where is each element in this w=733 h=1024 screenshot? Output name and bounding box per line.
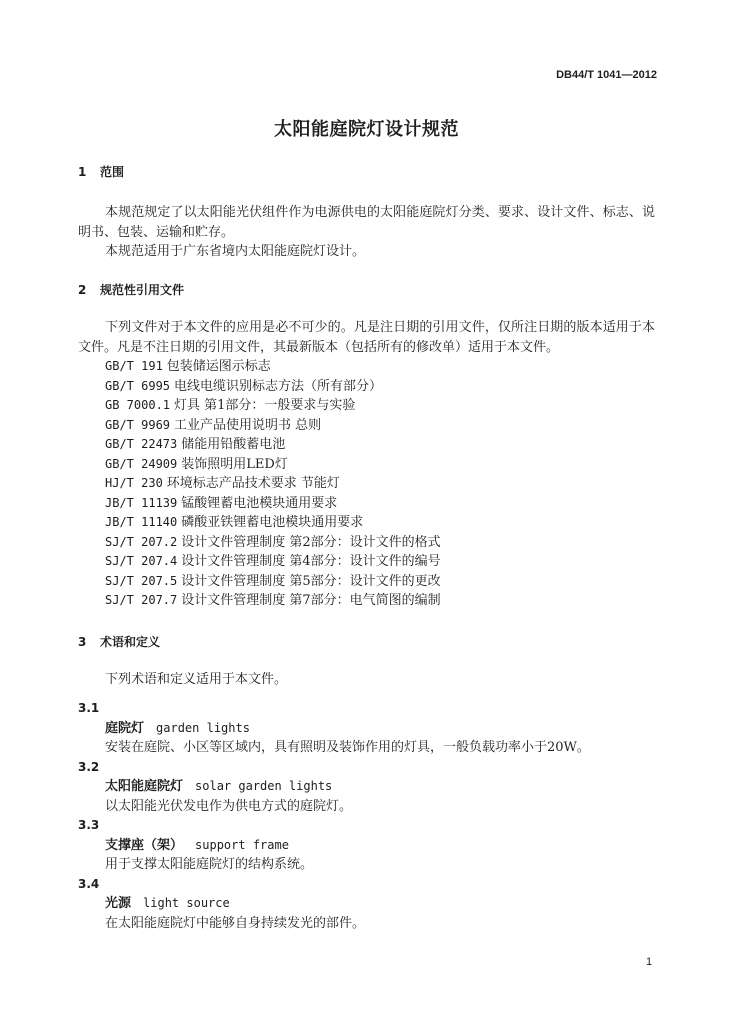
reference-code: SJ/T 207.4	[105, 554, 178, 569]
document-title: 太阳能庭院灯设计规范	[274, 119, 459, 140]
reference-code: GB 7000.1	[105, 398, 171, 413]
section-title: 规范性引用文件	[100, 283, 185, 297]
reference-title: 设计文件管理制度 第4部分：设计文件的编号	[181, 554, 441, 570]
term-entry	[78, 699, 655, 758]
term-entry	[78, 758, 655, 817]
reference-item	[105, 494, 655, 514]
term-english: garden lights	[156, 720, 250, 735]
document-body	[78, 162, 655, 933]
section-title: 术语和定义	[100, 635, 161, 649]
term-english: light source	[143, 896, 230, 911]
document-code: DB44/T 1041—2012	[556, 69, 657, 81]
scope-paragraph: 本规范规定了以太阳能光伏组件作为电源供电的太阳能庭院灯分类、要求、设计文件、标志、说明书、包装、运输和贮存。	[78, 205, 655, 240]
reference-item	[105, 513, 655, 533]
page-number: 1	[646, 956, 653, 968]
reference-item	[105, 396, 655, 416]
reference-title: 装饰照明用LED灯	[181, 456, 288, 472]
term-name	[78, 836, 655, 856]
section-number: 3	[78, 635, 87, 649]
reference-title: 储能用铅酸蓄电池	[181, 437, 286, 453]
references-intro-paragraph: 下列文件对于本文件的应用是必不可少的。凡是注日期的引用文件，仅所注日期的版本适用于本文件。凡是不注日期的引用文件，其最新版本（包括所有的修改单）适用于本文件。	[78, 320, 655, 355]
reference-title: 电线电缆识别标志方法（所有部分）	[174, 378, 383, 394]
term-name	[78, 894, 655, 914]
reference-code: SJ/T 207.5	[105, 573, 178, 588]
term-chinese: 太阳能庭院灯	[105, 779, 184, 795]
section-title: 范围	[100, 165, 125, 179]
term-number: 3.3	[78, 818, 100, 833]
terms-intro-paragraph: 下列术语和定义适用于本文件。	[105, 672, 288, 688]
reference-title: 设计文件管理制度 第2部分：设计文件的格式	[181, 534, 441, 550]
term-name	[78, 777, 655, 797]
term-number: 3.4	[78, 876, 100, 891]
term-chinese: 光源	[105, 896, 132, 912]
section-number: 2	[78, 283, 87, 297]
reference-code: GB/T 6995	[105, 378, 171, 393]
reference-title: 包装储运图示标志	[166, 359, 271, 375]
reference-title: 灯具 第1部分：一般要求与实验	[174, 398, 356, 414]
scope-applicability-paragraph: 本规范适用于广东省境内太阳能庭院灯设计。	[105, 244, 366, 260]
term-english: solar garden lights	[195, 779, 333, 794]
reference-code: GB/T 9969	[105, 417, 171, 432]
term-number: 3.1	[78, 701, 100, 716]
reference-item	[105, 533, 655, 553]
term-definition: 以太阳能光伏发电作为供电方式的庭院灯。	[105, 798, 353, 814]
term-english: support frame	[195, 837, 289, 852]
section-heading-terms-definitions	[78, 632, 655, 652]
reference-list	[78, 357, 655, 611]
section-number: 1	[78, 165, 87, 179]
reference-title: 磷酸亚铁锂蓄电池模块通用要求	[181, 515, 364, 531]
reference-title: 工业产品使用说明书 总则	[174, 417, 322, 433]
reference-code: SJ/T 207.7	[105, 593, 178, 608]
term-name	[78, 719, 655, 739]
term-chinese: 庭院灯	[105, 720, 145, 736]
term-entry	[78, 875, 655, 934]
reference-title: 环境标志产品技术要求 节能灯	[166, 476, 340, 492]
term-definition: 用于支撑太阳能庭院灯的结构系统。	[105, 857, 314, 873]
reference-code: JB/T 11139	[105, 495, 178, 510]
reference-title: 锰酸锂蓄电池模块通用要求	[181, 495, 338, 511]
section-heading-scope	[78, 162, 655, 182]
reference-item	[105, 455, 655, 475]
reference-item	[105, 474, 655, 494]
reference-item	[105, 572, 655, 592]
reference-item	[105, 416, 655, 436]
reference-item	[105, 357, 655, 377]
reference-code: GB/T 191	[105, 359, 163, 374]
reference-code: SJ/T 207.2	[105, 534, 178, 549]
reference-item	[105, 591, 655, 611]
term-number: 3.2	[78, 759, 100, 774]
reference-title: 设计文件管理制度 第7部分：电气简图的编制	[181, 593, 441, 609]
term-entry	[78, 816, 655, 875]
reference-item	[105, 435, 655, 455]
term-definition: 安装在庭院、小区等区域内，具有照明及装饰作用的灯具，一般负载功率小于20W。	[105, 740, 590, 756]
reference-item	[105, 377, 655, 397]
section-heading-normative-references	[78, 280, 655, 300]
term-definition: 在太阳能庭院灯中能够自身持续发光的部件。	[105, 915, 366, 931]
reference-title: 设计文件管理制度 第5部分：设计文件的更改	[181, 573, 441, 589]
reference-code: GB/T 24909	[105, 456, 178, 471]
reference-code: GB/T 22473	[105, 437, 178, 452]
reference-code: HJ/T 230	[105, 476, 163, 491]
reference-item	[105, 552, 655, 572]
reference-code: JB/T 11140	[105, 515, 178, 530]
term-chinese: 支撑座（架）	[105, 837, 184, 853]
